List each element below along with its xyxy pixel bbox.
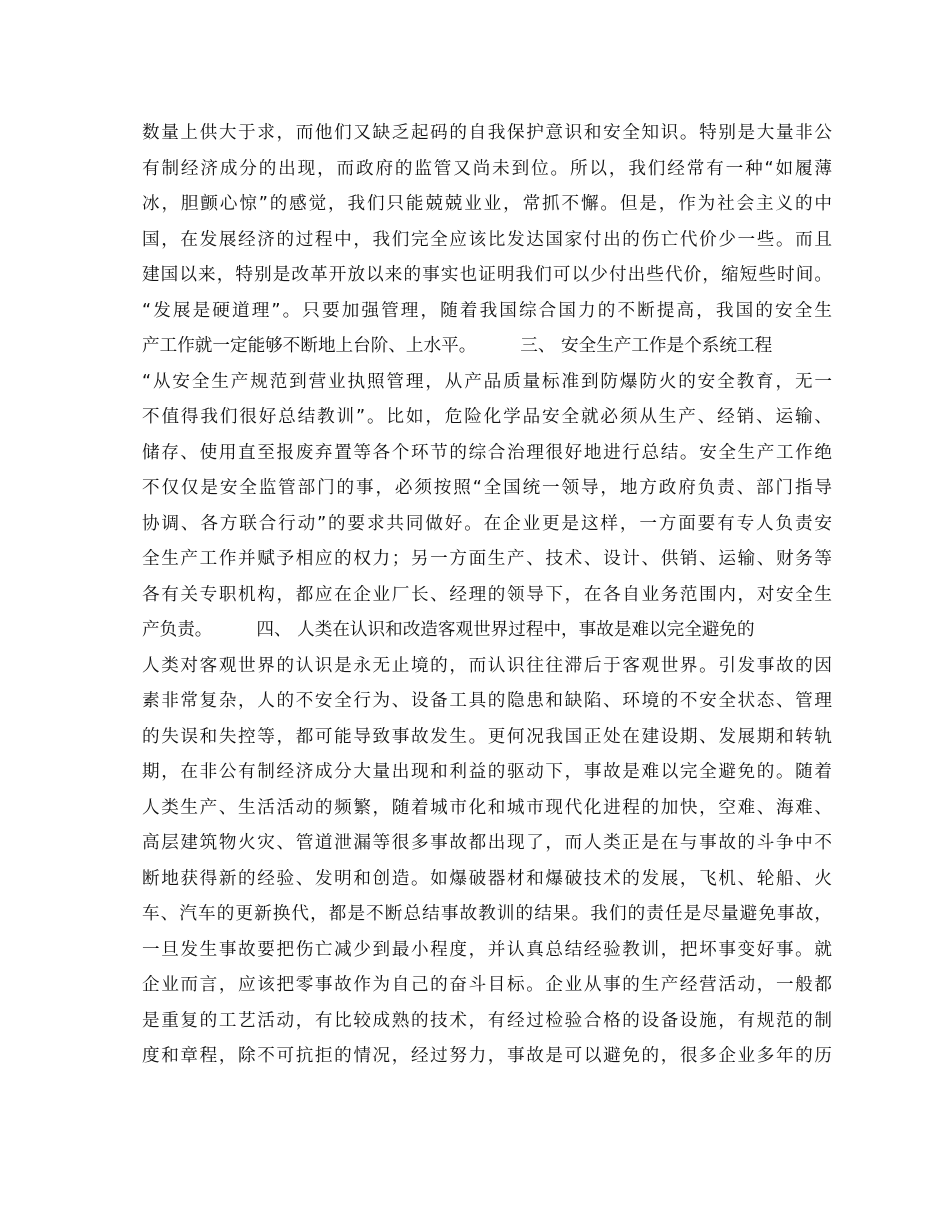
text-line: “发展是硬道理”。只要加强管理，随着我国综合国力的不断提高，我国的安全生 [142, 300, 832, 321]
text-line: 储存、使用直至报废弃置等各个环节的综合治理很好地进行总结。安全生产工作绝 [142, 442, 832, 463]
text-line: 人类对客观世界的认识是永无止境的，而认识往往滞后于客观世界。引发事故的因 [142, 655, 832, 676]
text-line: 期，在非公有制经济成分大量出现和利益的驱动下，事故是难以完全避免的。随着 [142, 762, 832, 782]
text-line: “从安全生产规范到营业执照管理，从产品质量标准到防爆防火的安全教育，无一 [142, 371, 832, 392]
text-line: 冰，胆颤心惊”的感觉，我们只能兢兢业业，常抓不懈。但是，作为社会主义的中 [142, 194, 832, 214]
text-line: 是重复的工艺活动，有比较成熟的技术，有经过检验合格的设备设施，有规范的制 [142, 1010, 832, 1031]
text-line: 人类生产、生活活动的频繁，随着城市化和城市现代化进程的加快，空难、海难、 [142, 797, 832, 818]
text-line: 的失误和失控等，都可能导致事故发生。更何况我国正处在建设期、发展期和转轨 [142, 726, 832, 747]
text-line: 协调、各方联合行动”的要求共同做好。在企业更是这样，一方面要有专人负责安 [142, 513, 832, 534]
text-line: 产工作就一定能够不断地上台阶、上水平。 三、 安全生产工作是个系统工程 [142, 336, 773, 356]
text-line: 各有关专职机构，都应在企业厂长、经理的领导下，在各自业务范围内，对安全生 [142, 584, 832, 605]
text-line: 度和章程，除不可抗拒的情况，经过努力，事故是可以避免的，很多企业多年的历 [142, 1046, 832, 1066]
text-line: 全生产工作并赋予相应的权力；另一方面生产、技术、设计、供销、运输、财务等 [142, 549, 832, 569]
text-line: 断地获得新的经验、发明和创造。如爆破器材和爆破技术的发展，飞机、轮船、火 [142, 868, 832, 889]
text-line: 建国以来，特别是改革开放以来的事实也证明我们可以少付出些代价，缩短些时间。 [142, 265, 832, 285]
text-line: 不仅仅是安全监管部门的事，必须按照“全国统一领导，地方政府负责、部门指导 [142, 478, 832, 498]
text-line: 不值得我们很好总结教训”。比如，危险化学品安全就必须从生产、经销、运输、 [142, 407, 832, 427]
text-line: 国，在发展经济的过程中，我们完全应该比发达国家付出的伤亡代价少一些。而且 [142, 229, 832, 250]
text-line: 车、汽车的更新换代，都是不断总结事故教训的结果。我们的责任是尽量避免事故， [142, 904, 832, 924]
text-line: 产负责。 四、 人类在认识和改造客观世界过程中，事故是难以完全避免的 [142, 620, 755, 640]
text-line: 高层建筑物火灾、管道泄漏等很多事故都出现了，而人类正是在与事故的斗争中不 [142, 833, 832, 853]
text-line: 一旦发生事故要把伤亡减少到最小程度，并认真总结经验教训，把坏事变好事。就 [142, 939, 832, 960]
text-line: 素非常复杂，人的不安全行为、设备工具的隐患和缺陷、环境的不安全状态、管理 [142, 691, 832, 711]
body-text [142, 116, 832, 1075]
text-line: 企业而言，应该把零事故作为自己的奋斗目标。企业从事的生产经营活动，一般都 [142, 975, 832, 995]
text-line: 数量上供大于求，而他们又缺乏起码的自我保护意识和安全知识。特别是大量非公 [142, 123, 832, 143]
text-line: 有制经济成分的出现，而政府的监管又尚未到位。所以，我们经常有一种“如履薄 [142, 158, 832, 179]
